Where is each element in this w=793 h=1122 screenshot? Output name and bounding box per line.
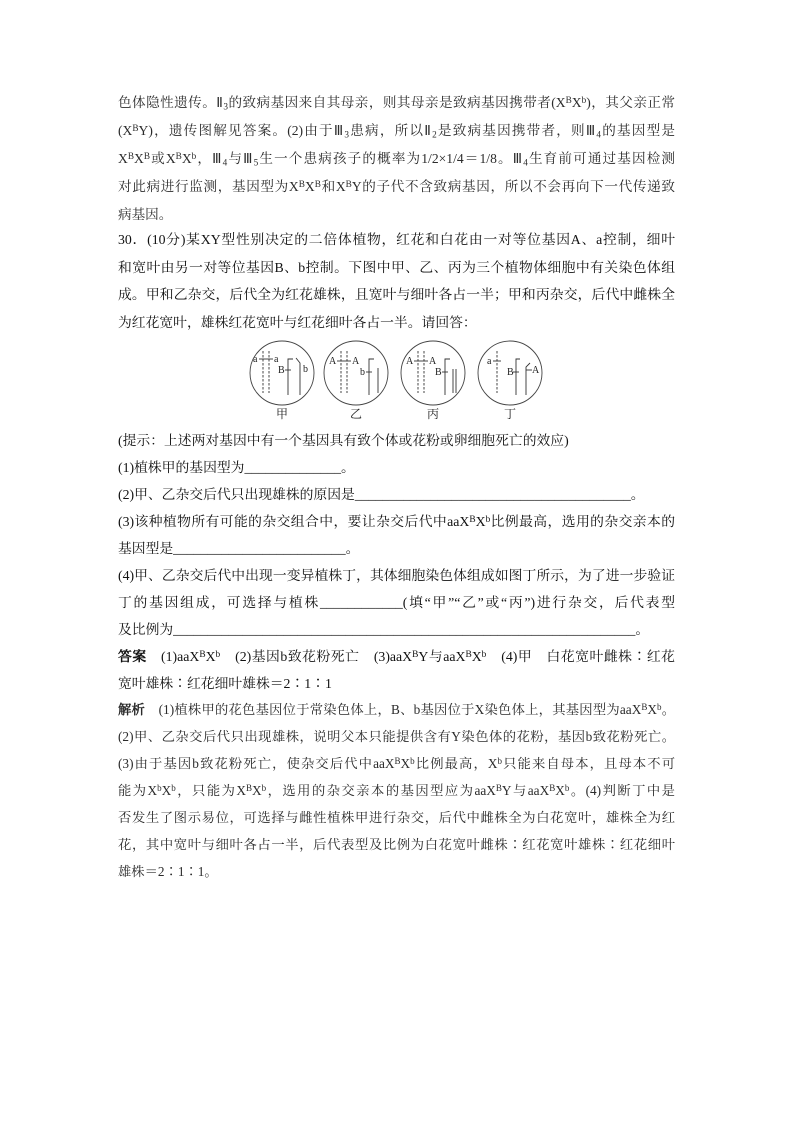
figure-caption: 丙 — [426, 407, 440, 421]
gene-label: b — [360, 367, 365, 378]
gene-label: B — [435, 367, 442, 378]
text-line — [118, 508, 675, 535]
text-line — [118, 616, 675, 643]
superscript: B — [245, 782, 253, 793]
superscript: B — [412, 649, 419, 660]
superscript: B — [495, 782, 502, 793]
superscript: B — [465, 649, 472, 660]
text-line — [118, 201, 675, 229]
text-run: (3)由于基因b致花粉死亡，使杂交后代中aaX — [118, 756, 395, 771]
superscript: B — [143, 150, 150, 161]
text-line — [118, 670, 675, 697]
text-run: X — [555, 783, 565, 798]
answer-block — [118, 643, 675, 697]
text-run: 能为X — [118, 783, 158, 798]
gene-label: A — [329, 356, 337, 367]
cell-diagram-ding — [478, 341, 542, 421]
x-chromosome — [288, 359, 293, 395]
gene-label: a — [274, 354, 279, 365]
text-run: 。 — [661, 702, 676, 717]
text-run: (1)aaX — [146, 649, 200, 664]
text-run: X — [134, 151, 144, 166]
text-line — [118, 173, 675, 201]
text-run: 否发生了图示易位，可选择与雌性植株甲进行杂交，后代中雌株全为白花宽叶，雄株全为红 — [118, 810, 675, 825]
text-line — [118, 589, 675, 616]
figure-caption: 甲 — [275, 407, 289, 421]
subscript: 4 — [523, 157, 528, 168]
text-run: 与Ⅲ — [227, 151, 254, 166]
text-run: 比例最高，X — [414, 756, 498, 771]
analysis-block — [118, 696, 675, 885]
question-30-stem — [118, 226, 675, 337]
text-line — [118, 535, 675, 562]
x-chromosome — [369, 359, 374, 395]
text-line — [118, 454, 675, 481]
sub-questions — [118, 427, 675, 643]
subscript: 4 — [222, 157, 228, 168]
gene-label: A — [532, 365, 540, 376]
text-line — [118, 723, 675, 750]
text-run: ，选用的杂交亲本的基因型应为aaX — [266, 783, 496, 798]
text-run: 生育前可通过基因检测 — [527, 151, 676, 166]
text-run: X — [571, 95, 582, 110]
text-run: 花，其中宽叶与细叶各占一半，后代表型及比例为白花宽叶雌株∶红花宽叶雄株∶红花细叶 — [118, 837, 675, 852]
superscript: B — [549, 782, 556, 793]
text-run: 的致病基因来自其母亲，则其母亲是致病基因携带者(X — [228, 95, 566, 110]
figure-caption: 丁 — [503, 407, 517, 421]
text-run: X — [647, 702, 657, 717]
text-line — [118, 117, 675, 145]
text-run: 。(4)判断丁中是 — [569, 783, 675, 798]
text-run: 是致病基因携带者，则Ⅲ — [436, 123, 597, 138]
text-run: (3)该种植物所有可能的杂交组合中，要让杂交后代中aaX — [118, 514, 470, 529]
text-run: Y的子代不含致病基因，所以不会再向下一代传递致 — [351, 179, 675, 194]
text-run: X — [304, 179, 315, 194]
cell-outline — [401, 341, 465, 405]
text-run: 的基因型是 — [601, 123, 675, 138]
text-run: 为红花宽叶，雄株红花宽叶与红花细叶各占一半。请回答： — [118, 315, 477, 331]
gene-label: A — [406, 356, 414, 367]
text-line — [118, 145, 675, 173]
gene-label: B — [507, 367, 514, 378]
x-chromosome — [445, 359, 450, 395]
text-line — [118, 481, 675, 508]
subscript: 4 — [596, 129, 602, 140]
text-run: 及比例为___________________________________________________________________。 — [118, 622, 650, 637]
superscript: B — [314, 178, 321, 189]
superscript: B — [345, 178, 352, 189]
text-line — [118, 696, 675, 723]
explanation-continuation — [118, 89, 675, 229]
text-run: (1)植株甲的基因型为______________。 — [118, 460, 355, 475]
text-run: )，其父亲正常 — [586, 95, 675, 110]
text-run: X — [181, 151, 192, 166]
figure-caption: 乙 — [349, 407, 363, 421]
text-line — [118, 281, 675, 309]
superscript: b — [261, 782, 267, 793]
superscript: b — [481, 649, 487, 660]
text-run: 基因型是_________________________。 — [118, 541, 360, 556]
text-run: 雄株＝2∶1∶1。 — [118, 864, 218, 879]
gene-label: a — [253, 354, 258, 365]
text-line — [118, 309, 675, 337]
text-run: 患病，所以Ⅱ — [349, 123, 433, 138]
superscript: B — [175, 150, 182, 161]
gene-label: A — [429, 356, 437, 367]
text-run: 色体隐性遗传。Ⅱ — [118, 95, 224, 110]
text-run: 和X — [320, 179, 346, 194]
text-run: 和宽叶由另一对等位基因B、b控制。下图中甲、乙、丙为三个植物体细胞中有关染色体组 — [118, 259, 675, 275]
superscript: B — [127, 150, 134, 161]
subscript: 3 — [223, 101, 229, 112]
paragraph — [118, 696, 675, 885]
superscript: b — [191, 150, 197, 161]
text-run: X — [475, 514, 486, 529]
text-line — [118, 750, 675, 777]
gene-label: A — [352, 356, 360, 367]
text-line — [118, 777, 675, 804]
paragraph — [118, 89, 675, 229]
text-run: (4)甲、乙杂交后代中出现一变异植株丁，其体细胞染色体组成如图丁所示，为了进一步验证 — [118, 568, 675, 583]
paragraph — [118, 427, 675, 454]
subscript: 3 — [344, 129, 350, 140]
text-run: 宽叶雄株∶红花细叶雄株＝2∶1∶1 — [118, 676, 332, 691]
text-line — [118, 858, 675, 885]
text-run: (1)植株甲的花色基因位于常染色体上，B、b基因位于X染色体上，其基因型为aaX — [145, 702, 642, 717]
superscript: b — [410, 755, 415, 766]
paragraph — [118, 454, 675, 481]
text-run: 丁的基因组成，可选择与植株____________(填“甲”“乙”或“丙”)进行杂交，后代表型 — [118, 595, 675, 610]
subscript: 5 — [253, 157, 259, 168]
text-line — [118, 226, 675, 254]
superscript: b — [656, 701, 662, 712]
text-run: 或X — [150, 151, 176, 166]
superscript: B — [298, 178, 305, 189]
text-run: Y与aaX — [418, 649, 466, 664]
superscript: b — [485, 514, 491, 525]
cell-diagram-bing — [401, 341, 465, 421]
superscript: B — [199, 649, 206, 660]
text-line — [118, 254, 675, 282]
superscript: b — [497, 755, 502, 766]
text-run: X — [161, 783, 172, 798]
text-run: (X — [118, 123, 133, 138]
superscript: B — [394, 755, 401, 766]
y-chromosome — [526, 363, 530, 395]
text-run: ，只能为X — [175, 783, 246, 798]
superscript: B — [641, 701, 648, 712]
text-line — [118, 643, 675, 670]
cell-diagram-jia — [250, 341, 314, 421]
text-line — [118, 427, 675, 454]
superscript: b — [157, 782, 162, 793]
gene-label: B — [278, 365, 285, 376]
text-line — [118, 831, 675, 858]
text-run: ，Ⅲ — [196, 151, 223, 166]
superscript: B — [132, 122, 139, 133]
text-line — [118, 89, 675, 117]
text-run: (2)甲、乙杂交后代只出现雄株的原因是________________________________________。 — [118, 487, 645, 502]
x-chromosome — [516, 359, 520, 395]
paragraph — [118, 481, 675, 508]
x-chromosome — [296, 358, 300, 395]
paragraph — [118, 562, 675, 643]
text-run: 比例最高，选用的杂交亲本的 — [490, 514, 675, 529]
text-run: X — [205, 649, 216, 664]
text-run: X — [252, 783, 262, 798]
text-run: X — [471, 649, 482, 664]
text-line — [118, 562, 675, 589]
superscript: b — [171, 782, 176, 793]
text-run: 生一个患病孩子的概率为1/2×1/4＝1/8。Ⅲ — [258, 151, 524, 166]
bold-label: 解析 — [118, 702, 146, 717]
paragraph — [118, 226, 675, 337]
superscript: b — [564, 782, 570, 793]
text-run: X — [118, 151, 128, 166]
text-run: 成。甲和乙杂交，后代全为红花雄株，且宽叶与细叶各占一半；甲和丙杂交，后代中雌株全 — [118, 287, 675, 303]
chromosome-figure — [240, 338, 550, 430]
gene-label: a — [487, 356, 492, 367]
superscript: B — [469, 514, 476, 525]
text-run: 只能来自母本，且母本不可 — [502, 756, 676, 771]
superscript: b — [581, 94, 587, 105]
text-run: 对此病进行监测，基因型为X — [118, 179, 299, 194]
text-run: Y)，遗传图解见答案。(2)由于Ⅲ — [138, 123, 345, 138]
paragraph — [118, 508, 675, 562]
text-run: Y与aaX — [501, 783, 550, 798]
subscript: 2 — [432, 129, 437, 140]
bold-label: 答案 — [118, 649, 147, 664]
paragraph — [118, 643, 675, 697]
superscript: b — [215, 649, 221, 660]
text-run: 30．(10分)某XY型性别决定的二倍体植物，红花和白花由一对等位基因A、a控制，细叶 — [118, 232, 675, 247]
text-run: (提示：上述两对基因中有一个基因具有致个体或花粉或卵细胞死亡的效应) — [118, 433, 569, 448]
text-run: (2)甲、乙杂交后代只出现雄株，说明父本只能提供含有Y染色体的花粉，基因b致花粉死亡。 — [118, 729, 675, 744]
superscript: B — [565, 94, 572, 105]
cell-diagram-yi — [324, 341, 388, 421]
text-run: (4)甲 白花宽叶雌株∶红花 — [486, 649, 675, 664]
text-line — [118, 804, 675, 831]
text-run: X — [400, 756, 411, 771]
text-run: (2)基因b致花粉死亡 (3)aaX — [220, 649, 413, 664]
gene-label: b — [303, 364, 308, 375]
text-run: 病基因。 — [118, 207, 173, 222]
